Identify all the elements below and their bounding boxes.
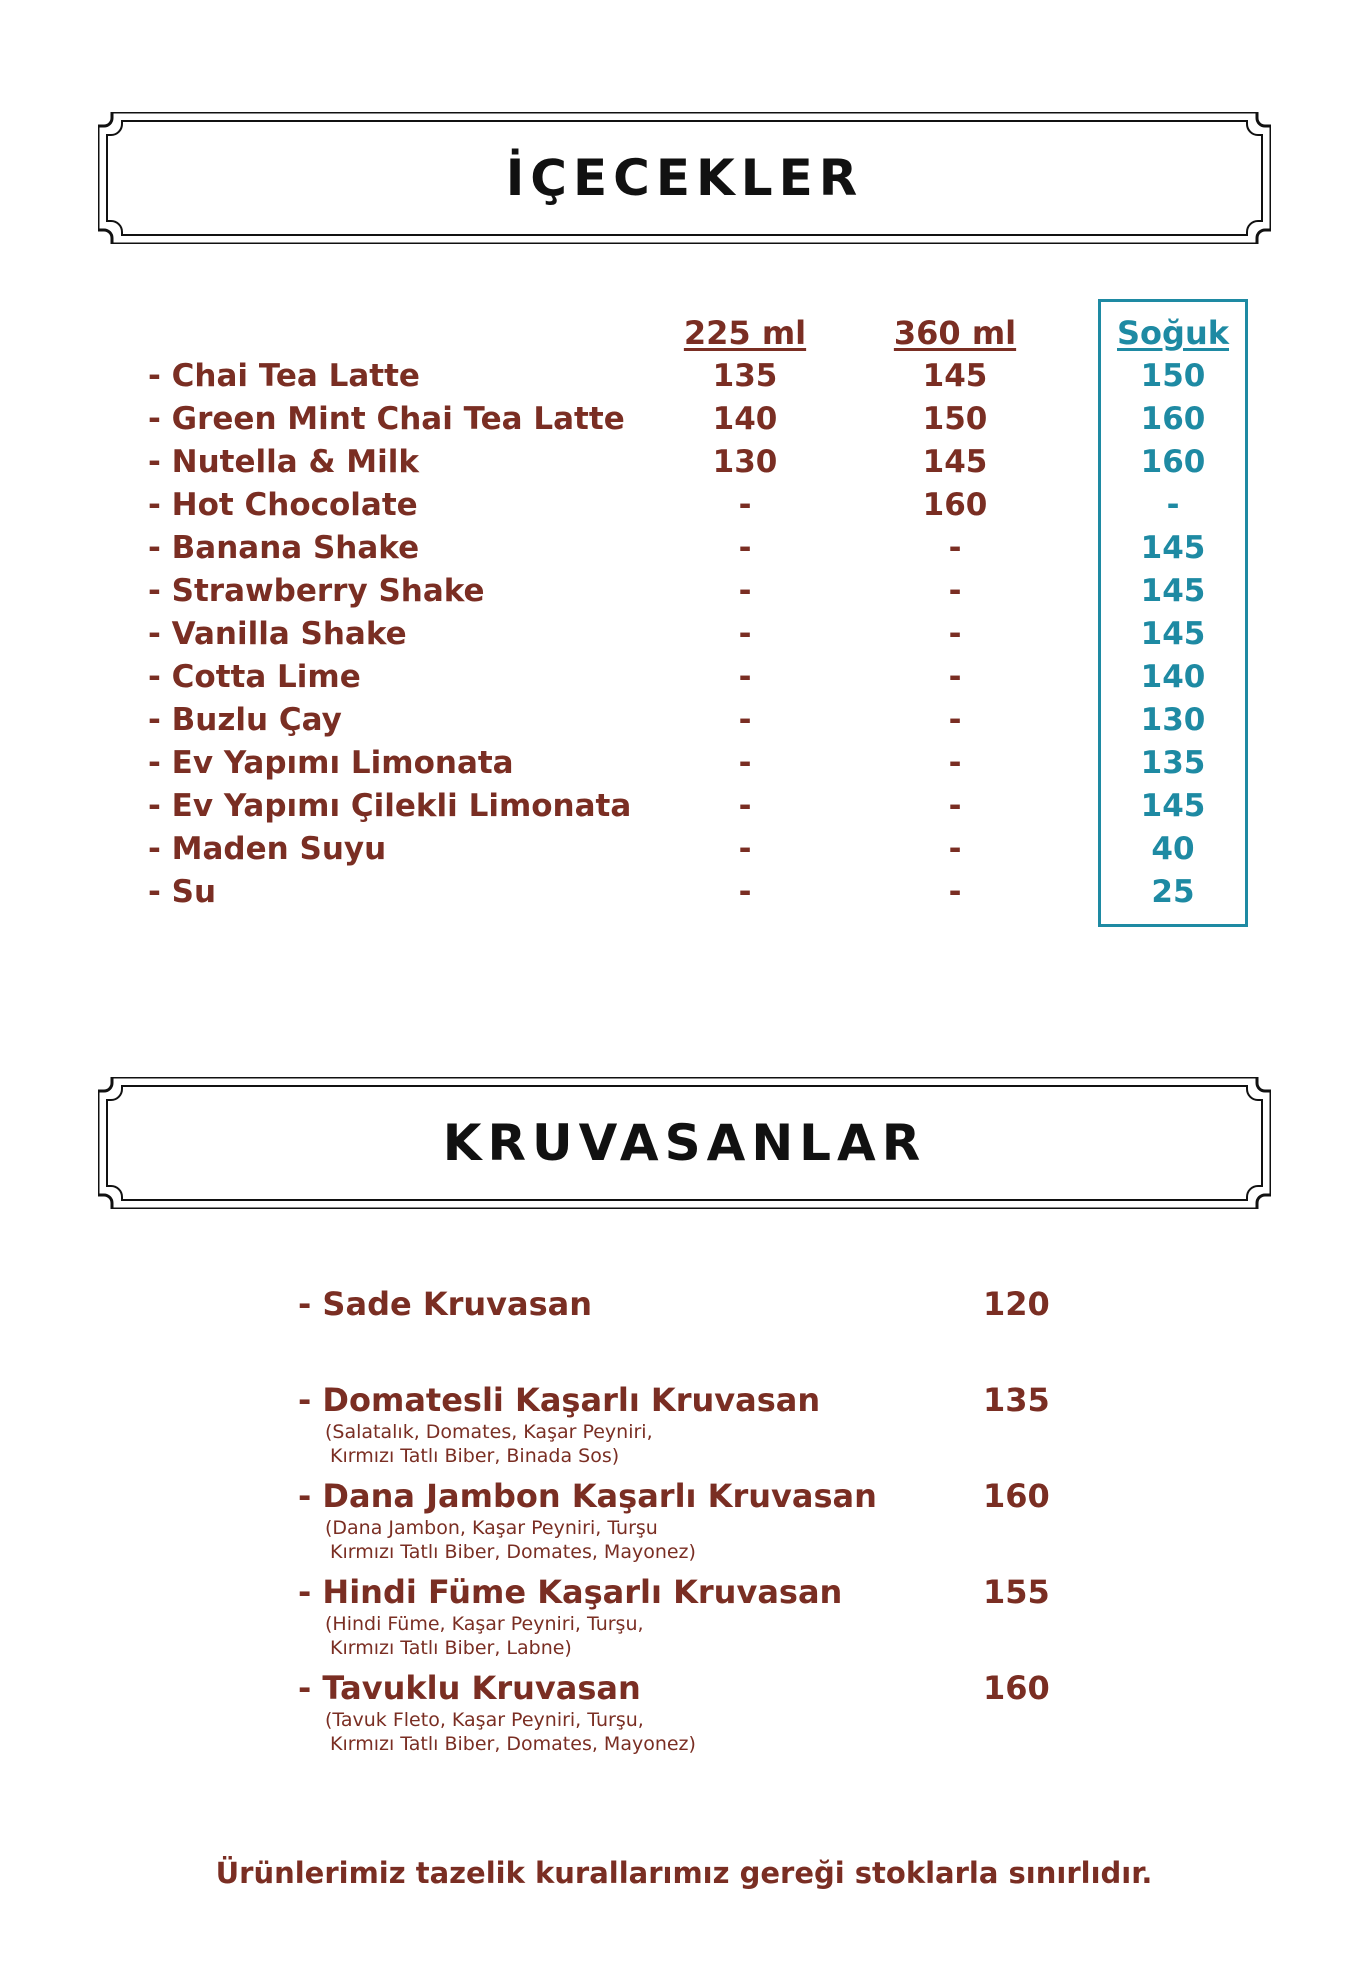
price-225: - (738, 788, 752, 824)
croissants-title: KRUVASANLAR (442, 1114, 927, 1172)
price-cold: 145 (1140, 530, 1206, 566)
price-cold: 130 (1140, 702, 1206, 738)
price-cold: 150 (1140, 358, 1206, 394)
description-line: (Hindi Füme, Kaşar Peyniri, Turşu, (325, 1613, 644, 1635)
item-name: - Chai Tea Latte (148, 358, 420, 394)
price-225: - (738, 831, 752, 867)
stock-notice: Ürünlerimiz tazelik kurallarımız gereği stoklarla sınırlıdır. (215, 1856, 1153, 1890)
item-name: - Dana Jambon Kaşarlı Kruvasan (298, 1477, 877, 1515)
price-225: - (738, 702, 752, 738)
col-cold-header: Soğuk (1117, 314, 1229, 352)
price-360: 145 (922, 358, 988, 394)
price-360: 145 (922, 444, 988, 480)
item-name: - Vanilla Shake (148, 616, 407, 652)
price-360: - (948, 530, 962, 566)
description-line: Kırmızı Tatlı Biber, Domates, Mayonez) (330, 1733, 696, 1755)
item-name: - Ev Yapımı Çilekli Limonata (148, 788, 632, 824)
price-cold: 135 (1140, 745, 1206, 781)
list-item (0, 484, 1368, 527)
price-cold: 40 (1151, 831, 1195, 867)
item-name: - Ev Yapımı Limonata (148, 745, 514, 781)
list-item (0, 355, 1368, 398)
price-cold: 140 (1140, 659, 1206, 695)
price-360: - (948, 659, 962, 695)
list-item (0, 570, 1368, 613)
list-item (0, 613, 1368, 656)
croissants-banner (98, 1077, 1271, 1209)
item-name: - Domatesli Kaşarlı Kruvasan (298, 1381, 821, 1419)
item-name: - Nutella & Milk (148, 444, 420, 480)
list-item (0, 441, 1368, 484)
item-name: - Tavuklu Kruvasan (298, 1669, 641, 1707)
price-360: - (948, 616, 962, 652)
price-cold: 145 (1140, 616, 1206, 652)
item-name: - Cotta Lime (148, 659, 361, 695)
price-225: 135 (712, 358, 778, 394)
price-225: - (738, 573, 752, 609)
list-item (0, 785, 1368, 828)
price-cold: 25 (1151, 874, 1195, 910)
list-item (0, 871, 1368, 914)
item-price: 135 (983, 1381, 1050, 1419)
item-name: - Green Mint Chai Tea Latte (148, 401, 625, 437)
list-item (0, 656, 1368, 699)
price-225: - (738, 530, 752, 566)
price-360: - (948, 573, 962, 609)
item-name: - Maden Suyu (148, 831, 387, 867)
drinks-title: İÇECEKLER (505, 149, 864, 207)
list-item (0, 398, 1368, 441)
price-360: 160 (922, 487, 988, 523)
item-name: - Sade Kruvasan (298, 1285, 593, 1323)
item-price: 160 (983, 1669, 1050, 1707)
item-name: - Hindi Füme Kaşarlı Kruvasan (298, 1573, 843, 1611)
item-description (325, 1516, 696, 1564)
price-360: - (948, 831, 962, 867)
item-description (325, 1708, 696, 1756)
price-225: - (738, 874, 752, 910)
list-item (0, 527, 1368, 570)
price-360: - (948, 874, 962, 910)
price-cold: 160 (1140, 401, 1206, 437)
price-360: - (948, 788, 962, 824)
price-225: - (738, 659, 752, 695)
description-line: (Salatalık, Domates, Kaşar Peyniri, (325, 1421, 653, 1443)
col-225-header: 225 ml (683, 314, 807, 352)
item-description (325, 1612, 644, 1660)
price-cold: - (1166, 487, 1180, 523)
item-name: - Buzlu Çay (148, 702, 342, 738)
price-360: 150 (922, 401, 988, 437)
description-line: Kırmızı Tatlı Biber, Binada Sos) (330, 1445, 620, 1467)
description-line: (Dana Jambon, Kaşar Peyniri, Turşu (325, 1517, 658, 1539)
item-price: 160 (983, 1477, 1050, 1515)
list-item (0, 828, 1368, 871)
price-360: - (948, 702, 962, 738)
drinks-banner (98, 112, 1271, 244)
item-name: - Su (148, 874, 217, 910)
price-cold: 145 (1140, 788, 1206, 824)
price-360: - (948, 745, 962, 781)
item-name: - Strawberry Shake (148, 573, 485, 609)
item-description (325, 1420, 653, 1468)
description-line: Kırmızı Tatlı Biber, Domates, Mayonez) (330, 1541, 696, 1563)
price-225: 140 (712, 401, 778, 437)
price-cold: 160 (1140, 444, 1206, 480)
item-name: - Banana Shake (148, 530, 420, 566)
col-360-header: 360 ml (893, 314, 1017, 352)
price-225: - (738, 616, 752, 652)
description-line: Kırmızı Tatlı Biber, Labne) (330, 1637, 572, 1659)
list-item (0, 742, 1368, 785)
list-item (0, 699, 1368, 742)
item-price: 155 (983, 1573, 1050, 1611)
price-225: - (738, 487, 752, 523)
item-name: - Hot Chocolate (148, 487, 418, 523)
price-225: - (738, 745, 752, 781)
description-line: (Tavuk Fleto, Kaşar Peyniri, Turşu, (325, 1709, 644, 1731)
price-cold: 145 (1140, 573, 1206, 609)
item-price: 120 (983, 1285, 1050, 1323)
price-225: 130 (712, 444, 778, 480)
